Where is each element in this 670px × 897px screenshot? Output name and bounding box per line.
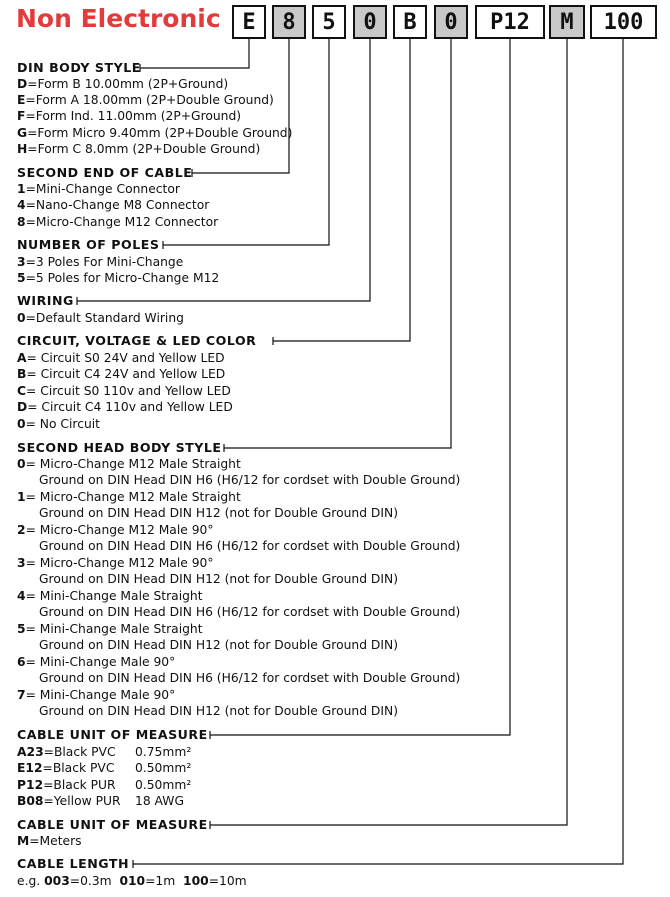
code-box-poles: 5: [312, 5, 346, 39]
list-item: 0= Micro-Change M12 Male Straight: [17, 457, 241, 471]
list-item-sub: Ground on DIN Head DIN H12 (not for Double Ground DIN): [39, 638, 399, 652]
code-box-cable-type: P12: [475, 5, 545, 39]
list-item-sub: Ground on DIN Head DIN H6 (H6/12 for cordset with Double Ground): [39, 671, 461, 685]
code-box-din-body: E: [232, 5, 266, 39]
list-item: D= Circuit C4 110v and Yellow LED: [17, 400, 233, 414]
code-box-second-head: 0: [434, 5, 468, 39]
page-title: Non Electronic: [16, 4, 221, 33]
list-item-sub: Ground on DIN Head DIN H12 (not for Double Ground DIN): [39, 704, 399, 718]
list-item: 1=Mini-Change Connector: [17, 182, 180, 196]
list-item-value: 0.50mm²: [135, 778, 192, 792]
heading-cable-type: CABLE UNIT OF MEASURE: [17, 727, 208, 742]
list-item: B= Circuit C4 24V and Yellow LED: [17, 367, 226, 381]
list-item-sub: Ground on DIN Head DIN H12 (not for Double Ground DIN): [39, 572, 399, 586]
code-box-second-end: 8: [272, 5, 306, 39]
heading-second-end-of-cable: SECOND END OF CABLE: [17, 165, 193, 180]
list-item: G=Form Micro 9.40mm (2P+Double Ground): [17, 126, 293, 140]
list-item: 5= Mini-Change Male Straight: [17, 622, 203, 636]
leader-din-body: [140, 39, 249, 68]
list-item-sub: Ground on DIN Head DIN H6 (H6/12 for cordset with Double Ground): [39, 605, 461, 619]
list-item: P12=Black PUR: [17, 778, 116, 792]
heading-din-body-style: DIN BODY STYLE: [17, 60, 141, 75]
list-item: 3=3 Poles For Mini-Change: [17, 255, 184, 269]
list-item-sub: Ground on DIN Head DIN H12 (not for Double Ground DIN): [39, 506, 399, 520]
list-item: E12=Black PVC: [17, 761, 115, 775]
heading-circuit-voltage-led: CIRCUIT, VOLTAGE & LED COLOR: [17, 333, 257, 348]
list-item: 8=Micro-Change M12 Connector: [17, 215, 219, 229]
code-box-wiring: 0: [353, 5, 387, 39]
list-item: 0=Default Standard Wiring: [17, 311, 184, 325]
list-item: B08=Yellow PUR: [17, 794, 121, 808]
list-item: F=Form Ind. 11.00mm (2P+Ground): [17, 109, 242, 123]
list-item-sub: Ground on DIN Head DIN H6 (H6/12 for cordset with Double Ground): [39, 473, 461, 487]
list-item: 3= Micro-Change M12 Male 90°: [17, 556, 214, 570]
list-item: 7= Mini-Change Male 90°: [17, 688, 176, 702]
list-item: H=Form C 8.0mm (2P+Double Ground): [17, 142, 261, 156]
list-item: 6= Mini-Change Male 90°: [17, 655, 176, 669]
code-box-circuit: B: [393, 5, 427, 39]
heading-cable-unit-of-measure: CABLE UNIT OF MEASURE: [17, 817, 208, 832]
list-item: A23=Black PVC: [17, 745, 116, 759]
list-item: D=Form B 10.00mm (2P+Ground): [17, 77, 229, 91]
cable-length-example: e.g. 003=0.3m 010=1m 100=10m: [17, 874, 247, 888]
list-item: 0= No Circuit: [17, 417, 100, 431]
list-item-sub: Ground on DIN Head DIN H6 (H6/12 for cordset with Double Ground): [39, 539, 461, 553]
list-item: A= Circuit S0 24V and Yellow LED: [17, 351, 225, 365]
list-item-value: 18 AWG: [135, 794, 184, 808]
heading-number-of-poles: NUMBER OF POLES: [17, 237, 160, 252]
code-box-length: 100: [590, 5, 657, 39]
list-item: 4= Mini-Change Male Straight: [17, 589, 203, 603]
list-item-value: 0.50mm²: [135, 761, 192, 775]
heading-wiring: WIRING: [17, 293, 74, 308]
list-item-value: 0.75mm²: [135, 745, 192, 759]
list-item: 2= Micro-Change M12 Male 90°: [17, 523, 214, 537]
heading-second-head-body-style: SECOND HEAD BODY STYLE: [17, 440, 222, 455]
leader-circuit: [273, 39, 410, 341]
list-item: 4=Nano-Change M8 Connector: [17, 198, 210, 212]
code-box-unit: M: [549, 5, 585, 39]
list-item: C= Circuit S0 110v and Yellow LED: [17, 384, 231, 398]
list-item: 5=5 Poles for Micro-Change M12: [17, 271, 220, 285]
list-item: 1= Micro-Change M12 Male Straight: [17, 490, 241, 504]
list-item: E=Form A 18.00mm (2P+Double Ground): [17, 93, 274, 107]
list-item: M=Meters: [17, 834, 82, 848]
heading-cable-length: CABLE LENGTH: [17, 856, 130, 871]
